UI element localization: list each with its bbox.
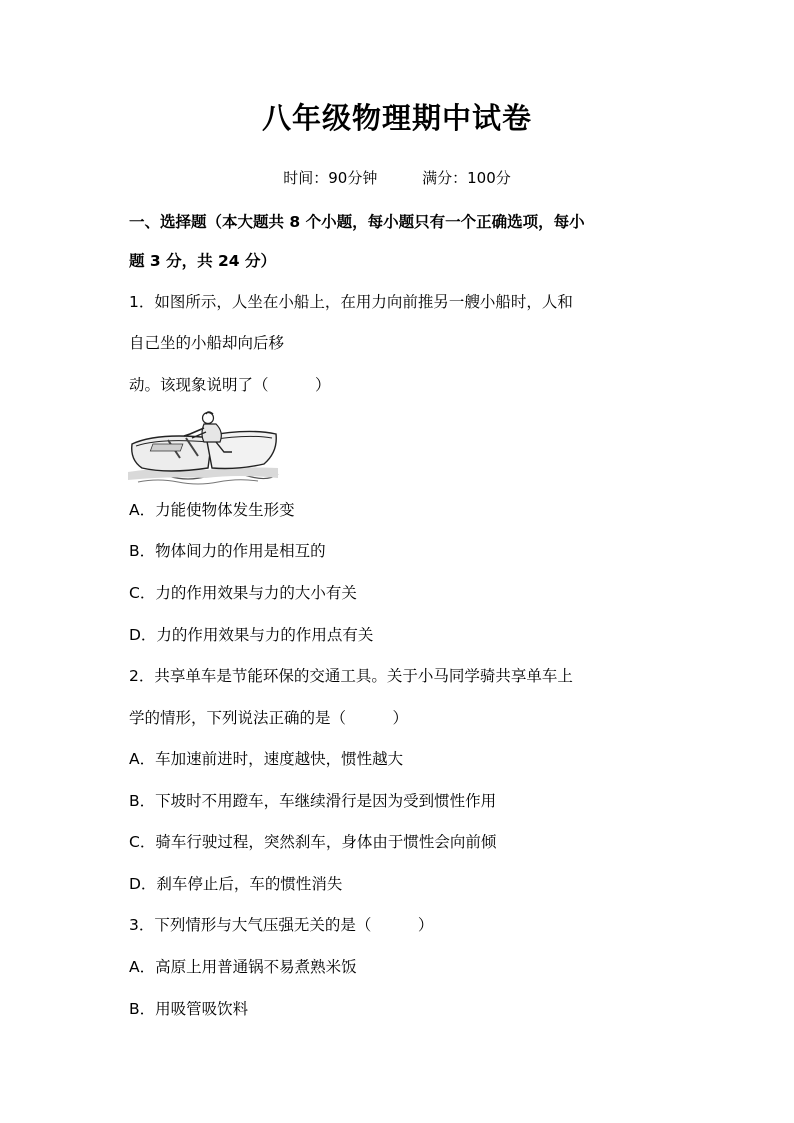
question-1-option-a: A．力能使物体发生形变 xyxy=(129,501,295,519)
exam-time: 时间：90分钟 xyxy=(283,169,378,187)
question-1-option-b: B．物体间力的作用是相互的 xyxy=(129,542,326,560)
question-2-option-c: C．骑车行驶过程，突然刹车，身体由于惯性会向前倾 xyxy=(129,833,497,851)
question-1-stem-line-1: 1．如图所示，人坐在小船上，在用力向前推另一艘小船时，人和 xyxy=(129,293,573,311)
question-1-stem-line-3: 动。该现象说明了（ ） xyxy=(129,376,331,394)
section-header-line-1: 一、选择题（本大题共 8 个小题，每小题只有一个正确选项，每小 xyxy=(129,213,585,231)
page-title: 八年级物理期中试卷 xyxy=(261,101,532,135)
question-3-option-b: B．用吸管吸饮料 xyxy=(129,1000,249,1018)
question-2-option-b: B．下坡时不用蹬车，车继续滑行是因为受到惯性作用 xyxy=(129,792,497,810)
question-1-stem-line-2: 自己坐的小船却向后移 xyxy=(129,334,285,352)
question-3-stem-line-1: 3．下列情形与大气压强无关的是（ ） xyxy=(129,916,434,934)
boat-illustration xyxy=(128,408,280,486)
question-1-option-c: C．力的作用效果与力的大小有关 xyxy=(129,584,357,602)
question-2-stem-line-2: 学的情形，下列说法正确的是（ ） xyxy=(129,709,409,727)
question-3-option-a: A．高原上用普通锅不易煮熟米饭 xyxy=(129,958,357,976)
question-1-option-d: D．力的作用效果与力的作用点有关 xyxy=(129,626,374,644)
question-2-stem-line-1: 2．共享单车是节能环保的交通工具。关于小马同学骑共享单车上 xyxy=(129,667,573,685)
section-header-line-2: 题 3 分，共 24 分） xyxy=(129,252,276,270)
question-2-option-d: D．刹车停止后，车的惯性消失 xyxy=(129,875,343,893)
question-2-option-a: A．车加速前进时，速度越快，惯性越大 xyxy=(129,750,404,768)
exam-meta xyxy=(0,167,794,188)
exam-score: 满分：100分 xyxy=(422,169,511,187)
